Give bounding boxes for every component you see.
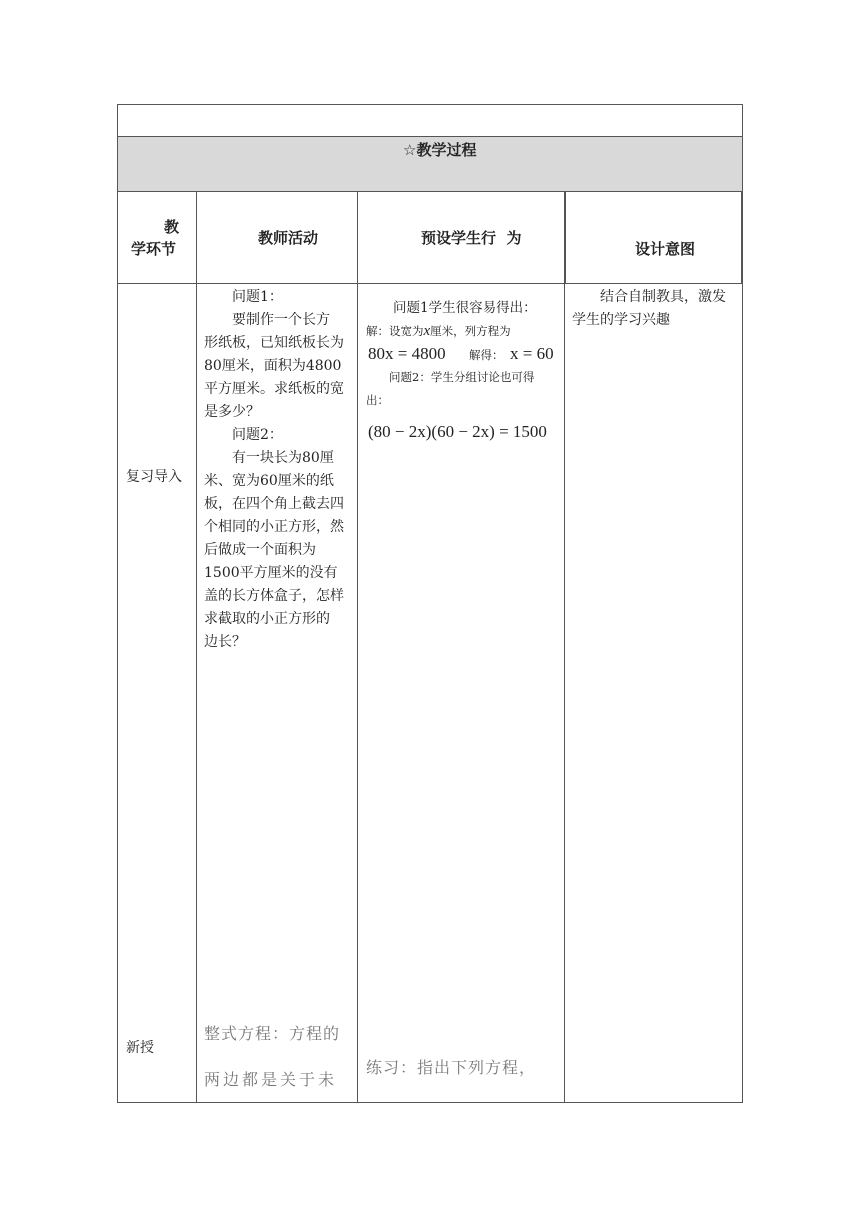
- teacher-line: 有一块长为80厘: [204, 450, 334, 466]
- teacher-new-line: 两边都是关于未: [204, 1070, 338, 1089]
- teacher-line: 个相同的小正方形，然: [204, 519, 344, 535]
- stage-review: 复习导入: [126, 469, 182, 485]
- teacher-line: 边长？: [204, 634, 246, 650]
- grid-line: [196, 191, 197, 1103]
- header-stage-line2: 学环节: [131, 240, 177, 258]
- student-set-var: x: [423, 323, 431, 339]
- student-q2-line2: 出：: [366, 393, 389, 407]
- section-title: ☆教学过程: [403, 141, 477, 159]
- student-set-prefix: 解：设宽为: [366, 324, 424, 338]
- header-stage-line1: 教: [164, 218, 180, 236]
- teacher-line: 后做成一个面积为: [204, 542, 316, 558]
- teacher-line: 要制作一个长方: [204, 312, 330, 328]
- student-new-line: 练习：指出下列方程，: [366, 1058, 537, 1077]
- student-set-suffix: 厘米，列方程为: [430, 324, 511, 338]
- teacher-line: 形纸板，已知纸板长为: [204, 335, 344, 351]
- grid-line-bold: [741, 191, 743, 284]
- grid-line: [564, 191, 565, 1103]
- teacher-line: 问题1：: [204, 289, 283, 305]
- teacher-line: 板，在四个角上截去四: [204, 496, 344, 512]
- equation-box: (80 − 2x)(60 − 2x) = 1500: [368, 422, 547, 441]
- grid-line-bold: [564, 191, 566, 284]
- grid-line: [117, 136, 743, 137]
- student-set-line: [366, 321, 511, 341]
- design-line: 结合自制教具，激发: [572, 289, 726, 305]
- teacher-line: 是多少？: [204, 404, 260, 420]
- design-line: 学生的学习兴趣: [572, 312, 670, 328]
- solve-label: 解得：: [469, 348, 504, 362]
- teacher-line: 问题2：: [204, 427, 283, 443]
- teacher-line: 平方厘米。求纸板的宽: [204, 381, 344, 397]
- teacher-line: 80厘米，面积为4800: [204, 358, 342, 374]
- stage-new: 新授: [126, 1040, 154, 1056]
- grid-line: [117, 191, 743, 192]
- grid-line: [357, 191, 358, 1103]
- equation-x60: x = 60: [510, 344, 554, 363]
- header-teacher: 教师活动: [258, 229, 319, 247]
- equation-80x: 80x = 4800: [368, 344, 446, 363]
- teacher-new-line: 整式方程：方程的: [204, 1024, 341, 1043]
- grid-line: [117, 283, 743, 284]
- teacher-line: 盖的长方体盒子，怎样: [204, 588, 344, 604]
- header-student: 预设学生行 为: [421, 229, 522, 247]
- student-q1-line: 问题1学生很容易得出：: [366, 300, 537, 316]
- teacher-line: 1500平方厘米的没有: [204, 565, 338, 581]
- teacher-line: 米、宽为60厘米的纸: [204, 473, 334, 489]
- student-q2-line1: 问题2：学生分组讨论也可得: [366, 370, 535, 384]
- teacher-line: 求截取的小正方形的: [204, 611, 330, 627]
- header-design: 设计意图: [635, 240, 696, 258]
